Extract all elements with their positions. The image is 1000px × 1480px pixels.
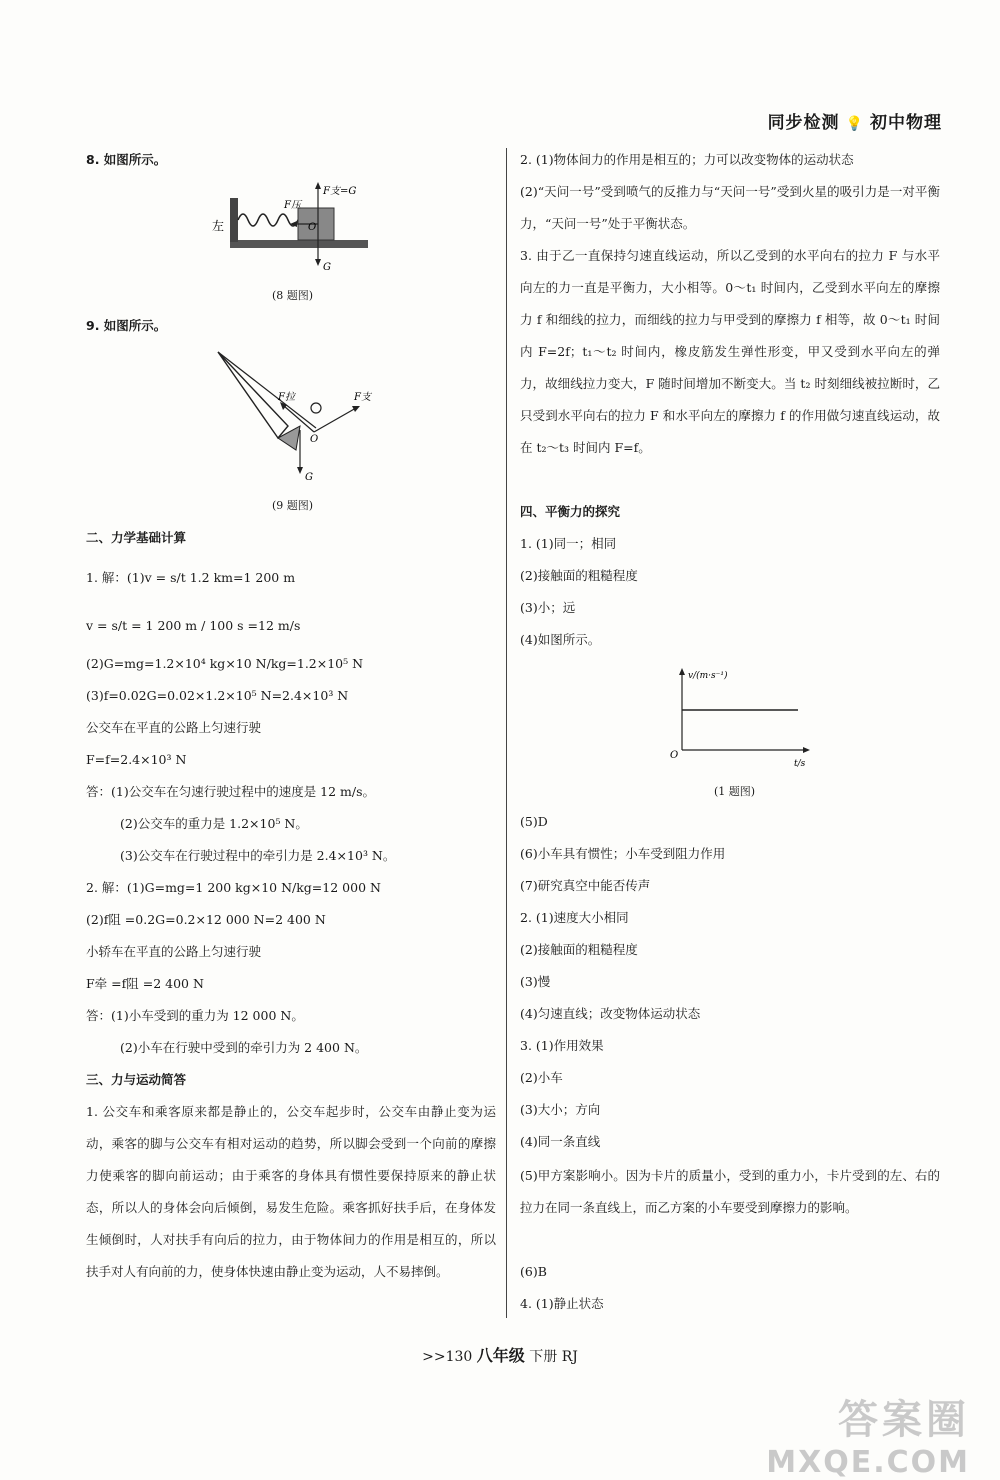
fig9-g: G [305, 472, 313, 483]
answer-paragraph: 3. 由于乙一直保持匀速直线运动，所以乙受到的水平向右的拉力 F 与水平向左的力一直是平衡力，大小相等。0～t₁ 时间内，乙受到水平向左的摩擦力 f 和细线的拉力，而细线的拉力与甲受到的摩擦力 f 相等，故 0～t₁ 时间内 F=2f；t₁～t₂ 时间内，橡皮筋发生弹性形变，甲又受到水平向左的弹力，故细线拉力变大，F 随时间增加不断变大。当 t₂ 时刻细线被拉断时，乙只受到水平向右的拉力 F 和水平向左的摩擦力 f 的作用做匀速直线运动，故在 t₂～t₃ 时间内 F=f。 [520, 248, 940, 455]
watermark-line-2: MXQE.COM [766, 1445, 970, 1480]
footer-grade: 八年级 [476, 1346, 525, 1365]
calc-line: v = s/t = 1 200 m / 100 s =12 m/s [86, 618, 301, 633]
fig8-o: O [308, 222, 317, 233]
page-number: 130 [445, 1349, 473, 1365]
answer-line: 2. (1)速度大小相同 [520, 910, 629, 925]
fig8-g: G [323, 262, 331, 273]
answer-line: (2)小车 [520, 1070, 563, 1085]
footer-edition: RJ [561, 1349, 578, 1365]
calc-line: (2)小车在行驶中受到的牵引力为 2 400 N。 [120, 1040, 368, 1055]
calc-line: 答：(1)公交车在匀速行驶过程中的速度是 12 m/s。 [86, 784, 376, 799]
answer-line: (6)B [520, 1264, 547, 1279]
answer-paragraph: 1. 公交车和乘客原来都是静止的，公交车起步时，公交车由静止变为运动，乘客的脚与公交车有相对运动的趋势，所以脚会受到一个向前的摩擦力使乘客的脚向前运动；由于乘客的身体具有惯性要保持原来的静止状态，所以人的身体会向后倾倒，易发生危险。乘客抓好扶手后，在身体发生倾倒时，人对扶手有向后的拉力，由于物体间力的作用是相互的，所以扶手对人有向前的力，使身体快速由静止变为运动，人不易摔倒。 [86, 1104, 496, 1279]
footer-volume: 下册 [529, 1349, 558, 1365]
section-2-heading: 二、力学基础计算 [86, 530, 187, 545]
answer-line: (3)慢 [520, 974, 551, 989]
figure-8 [206, 176, 376, 276]
graph-x-label: t/s [794, 759, 806, 769]
q9-label: 9. 如图所示。 [86, 318, 167, 333]
fig8-left-label: 左 [212, 219, 225, 233]
calc-line: 答：(1)小车受到的重力为 12 000 N。 [86, 1008, 304, 1023]
section-3-heading: 三、力与运动简答 [86, 1072, 187, 1087]
lightbulb-icon: 💡 [845, 116, 864, 132]
velocity-time-graph [666, 664, 816, 774]
calc-line: (3)f=0.02G=0.02×1.2×10⁵ N=2.4×10³ N [86, 688, 349, 703]
watermark-line-1: 答案圈 [838, 1397, 970, 1443]
q8-label: 8. 如图所示。 [86, 152, 167, 167]
footer-prefix: >> [422, 1349, 446, 1365]
calc-line: F牵 =f阻 =2 400 N [86, 976, 204, 991]
answer-line: (2)接触面的粗糙程度 [520, 568, 638, 583]
header-title: 同步检测 [767, 113, 840, 133]
section-4-heading: 四、平衡力的探究 [520, 504, 621, 519]
fig9-f-pull: F拉 [278, 392, 295, 403]
fig9-caption: (9 题图) [272, 499, 314, 512]
answer-line: (4)同一条直线 [520, 1134, 601, 1149]
answer-line: (4)匀速直线；改变物体运动状态 [520, 1006, 701, 1021]
fig9-o: O [310, 434, 319, 445]
answer-line: (3)大小；方向 [520, 1102, 601, 1117]
answer-line: 4. (1)静止状态 [520, 1296, 604, 1311]
graph-y-label: v/(m·s⁻¹) [688, 671, 728, 681]
page-header [768, 108, 942, 133]
fig8-f-support: F支=G [323, 186, 357, 197]
answer-line: 3. (1)作用效果 [520, 1038, 604, 1053]
calc-line: (2)f阻 =0.2G=0.2×12 000 N=2 400 N [86, 912, 326, 927]
calc-line: 1. 解：(1)v = s/t 1.2 km=1 200 m [86, 570, 296, 585]
header-subject: 初中物理 [870, 113, 942, 133]
calc-line: (2)公交车的重力是 1.2×10⁵ N。 [120, 816, 308, 831]
answer-paragraph: (5)甲方案影响小。因为卡片的质量小，受到的重力小，卡片受到的左、右的拉力在同一条直线上，而乙方案的小车要受到摩擦力的影响。 [520, 1168, 940, 1215]
answer-line: (2)接触面的粗糙程度 [520, 942, 638, 957]
answer-line: 1. (1)同一；相同 [520, 536, 617, 551]
calc-line: (3)公交车在行驶过程中的牵引力是 2.4×10³ N。 [120, 848, 396, 863]
column-divider [506, 148, 507, 1318]
answer-line: (5)D [520, 814, 548, 829]
figure-9 [216, 346, 376, 486]
answer-line: (4)如图所示。 [520, 632, 601, 647]
answer-line: 2. (1)物体间力的作用是相互的；力可以改变物体的运动状态 [520, 152, 854, 167]
answer-paragraph: (2)“天问一号”受到喷气的反推力与“天问一号”受到火星的吸引力是一对平衡力，“天问一号”处于平衡状态。 [520, 184, 940, 231]
answer-line: (3)小；远 [520, 600, 576, 615]
page-footer [0, 1343, 1000, 1366]
answer-line: (6)小车具有惯性；小车受到阻力作用 [520, 846, 726, 861]
fig8-caption: (8 题图) [272, 289, 314, 302]
calc-line: 2. 解：(1)G=mg=1 200 kg×10 N/kg=12 000 N [86, 880, 381, 895]
calc-line: 小轿车在平直的公路上匀速行驶 [86, 944, 262, 959]
fig8-f-pressure: F压 [284, 200, 301, 211]
calc-line: 公交车在平直的公路上匀速行驶 [86, 720, 262, 735]
calc-line: F=f=2.4×10³ N [86, 752, 187, 767]
fig9-f-support: F支 [354, 392, 371, 403]
answer-line: (7)研究真空中能否传声 [520, 878, 651, 893]
graph-caption: (1 题图) [714, 785, 756, 798]
graph-origin: O [670, 750, 679, 761]
watermark [766, 1388, 970, 1480]
calc-line: (2)G=mg=1.2×10⁴ kg×10 N/kg=1.2×10⁵ N [86, 656, 364, 671]
